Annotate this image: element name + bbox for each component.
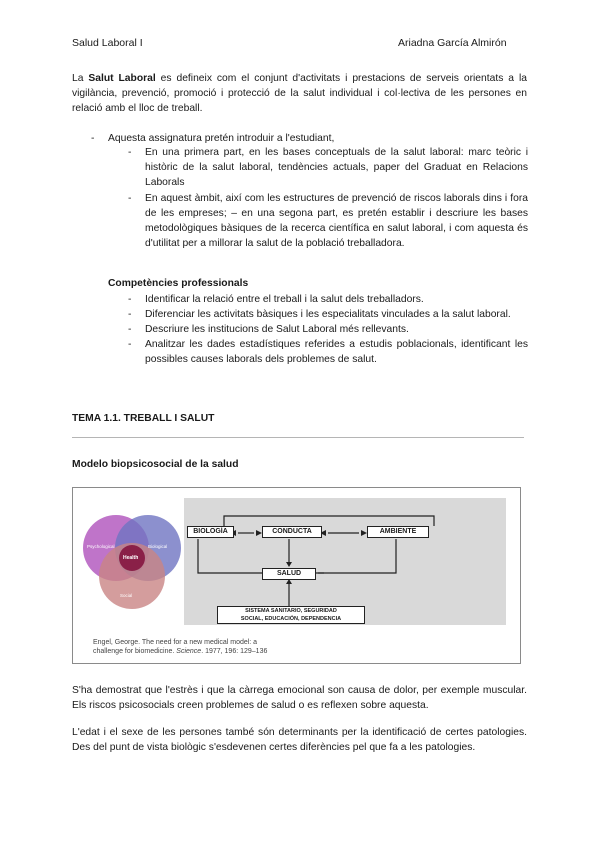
intro-term: Salut Laboral <box>88 73 156 84</box>
health-determinants-diagram <box>184 498 506 625</box>
competences-title: Competències professionals <box>108 278 249 289</box>
intro-paragraph <box>72 71 527 116</box>
paragraph-stress: S'ha demostrat que l'estrès i que la càrrega emocional son causa de dolor, per exemple muscular. Els riscos psicosocials creen problemes de salud o es reflexen sobre aquesta. <box>72 685 527 711</box>
citation-line2 <box>93 647 267 656</box>
citation-journal: Science <box>176 648 202 655</box>
box-sistema-line2: SOCIAL, EDUCACIÓN, DEPENDENCIA <box>240 616 342 622</box>
intro-text: es defineix com el conjunt d'activitats i prestacions de serveis orientats a la vigilància, prevenció, promoció i protecció de la salut individual i col·lectiva de les persones en relació amb el lloc de treball. <box>72 73 527 114</box>
box-sistema-line1: SISTEMA SANITARIO, SEGURIDAD <box>245 608 337 614</box>
box-biologia: BIOLOGÍA <box>187 526 234 538</box>
sub-bullet-list <box>145 145 528 251</box>
citation-ref: . 1977, 196: 129–136 <box>201 648 268 655</box>
main-bullet: - Aquesta assignatura pretén introduir a l'estudiant, <box>108 131 528 146</box>
citation-authors: challenge for biomedicine. <box>93 648 177 655</box>
box-salud: SALUD <box>262 568 316 580</box>
intro-prefix: La <box>72 73 89 84</box>
box-conducta: CONDUCTA <box>262 526 322 538</box>
venn-label-left: Psychological <box>87 544 115 549</box>
paragraph-age-sex: L'edat i el sexe de les persones també són determinants per la identificació de certes patologies. Des del punt de vista biològic s'esdevenen certes diferències pel que fa a les patologies. <box>72 727 527 753</box>
sub-bullet-item: - En una primera part, en les bases conceptuals de la salut laboral: marc teòric i històric de la salut laboral, tendències actuals, paper del Graduat en Relacions Laborals <box>145 145 528 190</box>
figure-citation <box>93 638 267 656</box>
competence-item: - Descriure les institucions de Salut Laboral més rellevants. <box>145 322 528 337</box>
header-right: Ariadna García Almirón <box>398 37 507 49</box>
competence-item: - Identificar la relació entre el treball i la salut dels treballadors. <box>145 292 528 307</box>
section-divider <box>72 437 524 438</box>
competence-item: - Diferenciar les activitats bàsiques i les especialitats vinculades a la salut laboral. <box>145 307 528 322</box>
sub-bullet-item: - En aquest àmbit, així com les estructures de prevenció de riscos laborals dins i fora de les empreses; – en una segona part, es pretén establir i descriure les bases metodològiques bàsiques de la recerca científica en salut laboral, i com aquesta és d'utilitat per a millorar la salut de la població treballadora. <box>145 191 528 251</box>
venn-label-bottom: Social <box>120 593 133 598</box>
section-title: TEMA 1.1. TREBALL I SALUT <box>72 413 215 424</box>
biopsychosocial-figure <box>72 487 521 664</box>
competence-item: - Analitzar les dades estadístiques referides a estudis poblacionals, identificant les possibles causes laborals dels problemes de salut. <box>145 337 528 367</box>
header-left: Salud Laboral I <box>72 37 143 49</box>
competences-list <box>145 292 528 367</box>
box-sistema <box>217 606 365 624</box>
venn-diagram <box>78 510 188 640</box>
venn-label-center: Health <box>123 555 139 561</box>
venn-label-right: Biological <box>148 544 168 549</box>
citation-line1: Engel, George. The need for a new medical model: a <box>93 639 258 646</box>
main-bullet-list <box>108 131 528 146</box>
box-ambiente: AMBIENTE <box>367 526 429 538</box>
subsection-title: Modelo biopsicosocial de la salud <box>72 459 239 470</box>
